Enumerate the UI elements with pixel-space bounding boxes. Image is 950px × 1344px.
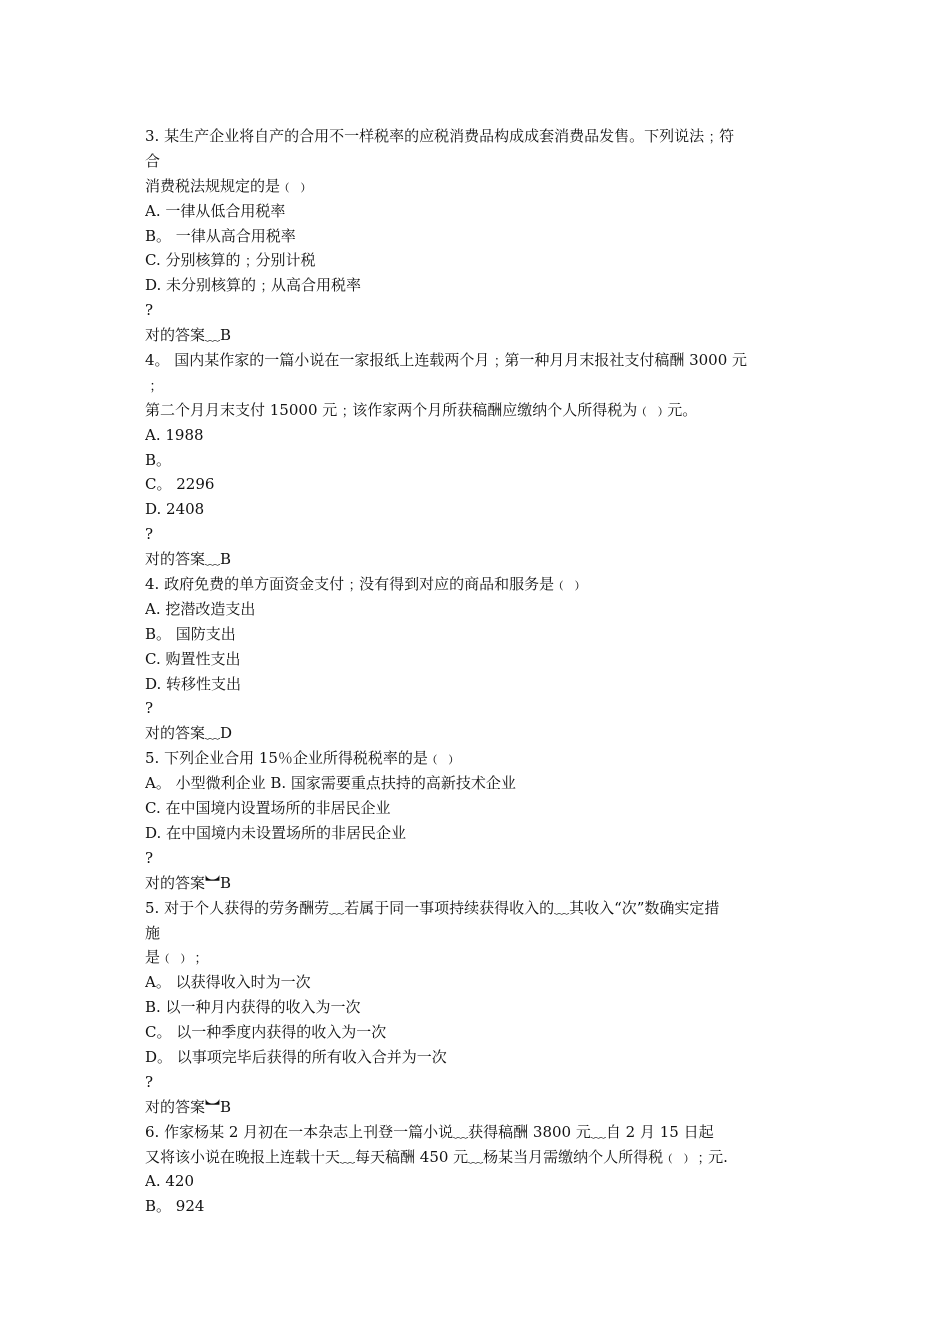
text-line: A. 1988: [145, 425, 204, 444]
text-line: D. 未分别核算的﹔从高合用税率: [145, 276, 362, 295]
text-line: ?: [145, 848, 154, 867]
text-line: 施: [145, 923, 161, 942]
text-line: 6. 作家杨某 2 月初在一本杂志上刊登一篇小说﹏获得稿酬 3800 元﹏自 2 月 15 日起: [145, 1122, 714, 1141]
text-line: B。 一律从高合用税率: [145, 226, 296, 245]
text-line: 是﹙﹚﹔: [145, 948, 206, 967]
text-line: 合: [145, 151, 161, 170]
text-line: 又将该小说在晚报上连载十天﹏每天稿酬 450 元﹏杨某当月需缴纳个人所得税﹙﹚﹔元.: [145, 1147, 728, 1166]
text-line: 4. 政府免费的单方面资金支付﹔没有得到对应的商品和服务是﹙﹚: [145, 575, 585, 594]
text-line: B。 924: [145, 1197, 205, 1216]
document-page: [145, 124, 815, 1219]
text-line: 对的答案﹏D: [145, 724, 233, 743]
text-line: C. 在中国境内设置场所的非居民企业: [145, 799, 391, 818]
text-line: 3. 某生产企业将自产的合用不一样税率的应税消费品构成成套消费品发售。下列说法﹔符: [145, 127, 735, 145]
text-line: 第二个月月末支付 15000 元﹔该作家两个月所获稿酬应缴纳个人所得税为﹙﹚元。: [145, 400, 698, 419]
text-line: 4。 国内某作家的一篇小说在一家报纸上连载两个月﹔第一种月月末报社支付稿酬 3000 元: [145, 351, 748, 370]
text-line: ?: [145, 301, 154, 320]
text-line: ﹔: [145, 375, 161, 394]
text-line: ?: [145, 525, 154, 544]
text-line: B。: [145, 450, 172, 469]
text-line: C。 以一种季度内获得的收入为一次: [145, 1023, 387, 1042]
text-line: D。 以事项完毕后获得的所有收入合并为一次: [145, 1047, 447, 1066]
text-line: ?: [145, 1072, 154, 1091]
text-line: 对的答案﹏B: [145, 550, 232, 569]
text-line: 对的答案﹏B: [145, 326, 232, 345]
text-line: A。 以获得收入时为一次: [145, 973, 311, 992]
text-line: 5. 对于个人获得的劳务酬劳﹏若属于同一事项持续获得收入的﹏其收入“次”数确实定措: [145, 898, 720, 917]
text-line: C. 购置性支出: [145, 649, 241, 668]
text-line: 对的答案︼B: [145, 1097, 232, 1116]
text-line: ?: [145, 699, 154, 718]
text-line: D. 2408: [145, 500, 205, 519]
text-line: 对的答案︼B: [145, 873, 232, 892]
text-line: C. 分别核算的﹔分别计税: [145, 251, 316, 270]
text-line: B. 以一种月内获得的收入为一次: [145, 998, 361, 1017]
text-line: D. 转移性支出: [145, 674, 242, 693]
text-line: D. 在中国境内未设置场所的非居民企业: [145, 823, 407, 842]
text-line: B。 国防支出: [145, 624, 236, 643]
text-line: 5. 下列企业合用 15％企业所得税税率的是﹙﹚: [145, 749, 458, 768]
text-line: A. 420: [145, 1172, 194, 1191]
text-line: A. 一律从低合用税率: [145, 201, 286, 220]
text-line: 消费税法规规定的是﹙﹚: [145, 176, 311, 195]
text-line: A。 小型微利企业 B. 国家需要重点扶持的高新技术企业: [145, 774, 516, 793]
text-line: C。 2296: [145, 475, 215, 494]
text-line: A. 挖潜改造支出: [145, 599, 256, 618]
